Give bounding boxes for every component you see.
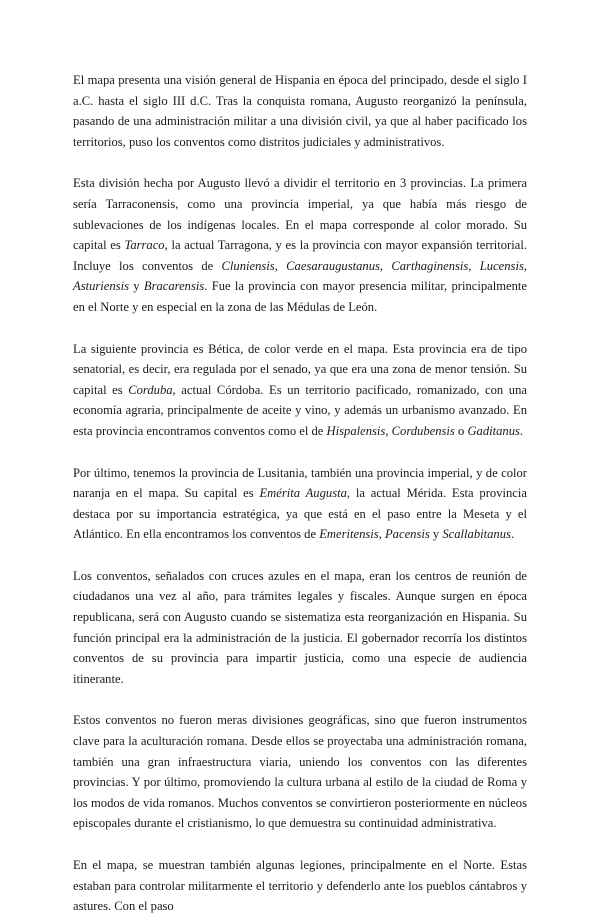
text-run: , [274, 258, 287, 273]
italic-term: Emérita Augusta [259, 486, 347, 501]
paragraph [73, 463, 527, 545]
document-body [73, 70, 527, 917]
text-run: El mapa presenta una visión general de Hispania en época del principado, desde el siglo I a.C. hasta el siglo III d.C. Tras la conquista romana, Augusto reorganizó la península, pasando de una administración militar a una división civil, ya que al haber pacificado los territorios, puso los conventos como distritos judiciales y administrativos. [73, 73, 527, 149]
text-run: , la actual Mérida. Esta provincia destaca por su importancia estratégica, ya que está en el paso entre la Meseta y el Atlántico. En ella encontramos los conventos de [73, 486, 527, 542]
text-run: , [468, 258, 480, 273]
italic-term: Cluniensis [221, 258, 275, 273]
italic-term: Lucensis [479, 258, 524, 273]
text-run: , la actual Tarragona, y es la provincia con mayor expansión territorial. Incluye los conventos de [73, 238, 527, 273]
italic-term: Tarraco [124, 238, 165, 253]
paragraph [73, 173, 527, 317]
text-run: En el mapa, se muestran también algunas legiones, principalmente en el Norte. Estas estaban para controlar militarmente el territorio y defenderlo ante los pueblos cántabros y astures. Con el paso [73, 858, 527, 914]
text-run: . [519, 423, 524, 438]
paragraph [73, 339, 527, 442]
text-run: Esta división hecha por Augusto llevó a dividir el territorio en 3 provincias. La primera sería Tarraconensis, como una provincia imperial, ya que había más riesgo de sublevaciones de los indígenas locales. En el mapa corresponde al color morado. Su capital es [73, 176, 527, 253]
text-run: . [510, 527, 515, 542]
text-run: La siguiente provincia es Bética, de color verde en el mapa. Esta provincia era de tipo senatorial, es decir, era regulada por el senado, ya que era una zona de menor tensión. Su capital es [73, 341, 527, 397]
text-run: Estos conventos no fueron meras divisiones geográficas, sino que fueron instrumentos clave para la aculturación romana. Desde ellos se proyectaba una administración romana, también una gran infraestructura viaria, uniendo los conventos con las diferentes provincias. Y por último, promoviendo la cultura urbana al estilo de la ciudad de Roma y los modos de vida romanos. Muchos conventos se convirtieron posteriormente en núcleos episcopales durante el cristianismo, lo que demuestra su continuidad administrativa. [73, 713, 527, 831]
italic-term: Corduba [128, 382, 173, 397]
text-run: . Fue la provincia con mayor presencia militar, principalmente en el Norte y en especial en la zona de las Médulas de León. [73, 279, 527, 314]
text-run: y [128, 279, 144, 294]
italic-term: Caesaraugustanus [286, 258, 380, 273]
text-run: y [429, 527, 443, 542]
text-run: o [454, 423, 468, 438]
paragraph [73, 70, 527, 152]
italic-term: Cordubensis [391, 423, 455, 438]
text-run: , [379, 258, 392, 273]
italic-term: Carthaginensis [391, 258, 469, 273]
text-run: , [385, 423, 392, 438]
italic-term: Scallabitanus [442, 527, 511, 542]
italic-term: Asturiensis [73, 279, 129, 294]
text-run: Los conventos, señalados con cruces azules en el mapa, eran los centros de reunión de ciudadanos una vez al año, para trámites legales y fiscales. Aunque surgen en época republicana, será con Augusto cuando se sistematiza esta reorganización en Hispania. Su función principal era la administración de la justicia. El gobernador recorría los distintos conventos de su provincia para impartir justicia, como una especie de audiencia itinerante. [73, 568, 527, 686]
text-run: , actual Córdoba. Es un territorio pacificado, romanizado, con una economía agraria, principalmente de aceite y vino, y además un urbanismo avanzado. En esta provincia encontramos conventos como el de [73, 382, 527, 438]
italic-term: Gaditanus [467, 423, 520, 438]
paragraph [73, 566, 527, 690]
italic-term: Emeritensis [319, 527, 379, 542]
text-run: Por último, tenemos la provincia de Lusitania, también una provincia imperial, y de color naranja en el mapa. Su capital es [73, 465, 527, 501]
italic-term: Hispalensis [326, 423, 386, 438]
text-run: , [523, 258, 528, 273]
italic-term: Bracarensis [143, 279, 205, 294]
paragraph [73, 710, 527, 834]
paragraph [73, 855, 527, 917]
text-run: , [378, 527, 385, 542]
italic-term: Pacensis [384, 527, 430, 542]
